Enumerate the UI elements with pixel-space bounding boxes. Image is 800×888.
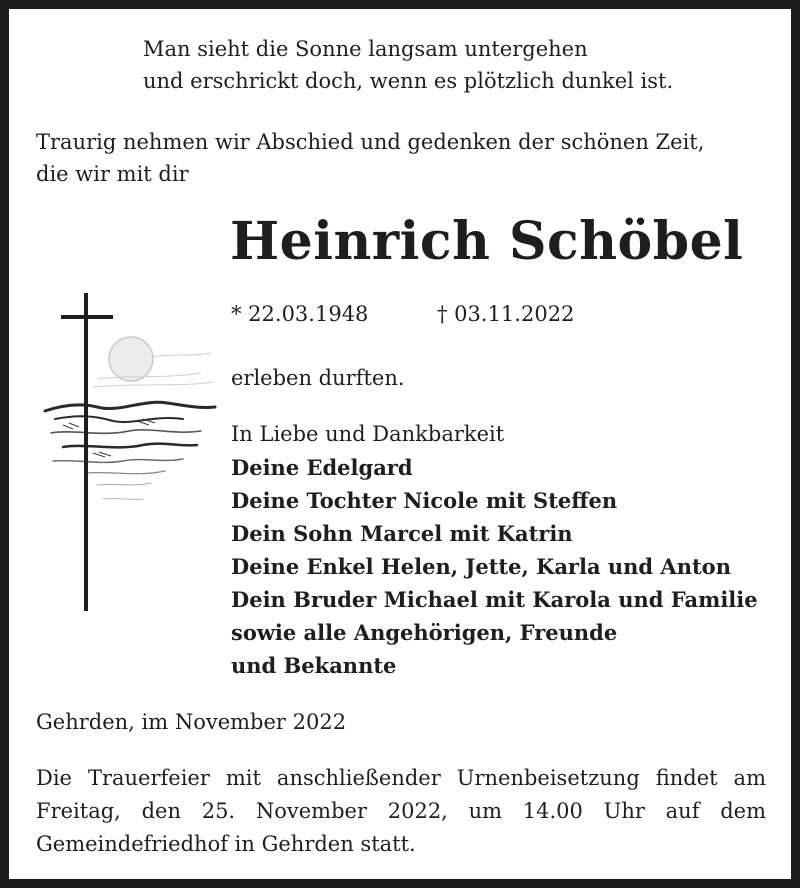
mourner-line: und Bekannte [231,653,397,678]
cross-sunset-landscape-icon [33,287,223,617]
mourner-line: sowie alle Angehörigen, Freunde [231,620,618,645]
birth-date: * 22.03.1948 [231,302,369,326]
mourner-line: Deine Tochter Nicole mit Steffen [231,488,618,513]
closing-phrase: erleben durften. [231,366,405,390]
quote-line-1: Man sieht die Sonne langsam untergehen [143,37,588,61]
mourner-line: Deine Edelgard [231,455,413,480]
death-date: † 03.11.2022 [437,302,575,326]
mourner-line: Dein Bruder Michael mit Karola und Familie [231,587,758,612]
funeral-notice: Die Trauerfeier mit anschließender Urnenbeisetzung findet am Freitag, den 25. November 2022, um 14.00 Uhr auf dem Gemeindefriedhof in Gehrden statt. [36,766,766,856]
deceased-name: Heinrich Schöbel [230,211,744,272]
mourner-line: Dein Sohn Marcel mit Katrin [231,521,573,546]
mourners-intro: In Liebe und Dankbarkeit [231,422,505,446]
place-date: Gehrden, im November 2022 [36,710,347,734]
mourner-line: Deine Enkel Helen, Jette, Karla und Anton [231,554,731,579]
quote-line-2: und erschrickt doch, wenn es plötzlich dunkel ist. [143,69,674,93]
intro-line-1: Traurig nehmen wir Abschied und gedenken der schönen Zeit, [36,130,705,154]
intro-line-2: die wir mit dir [36,162,189,186]
